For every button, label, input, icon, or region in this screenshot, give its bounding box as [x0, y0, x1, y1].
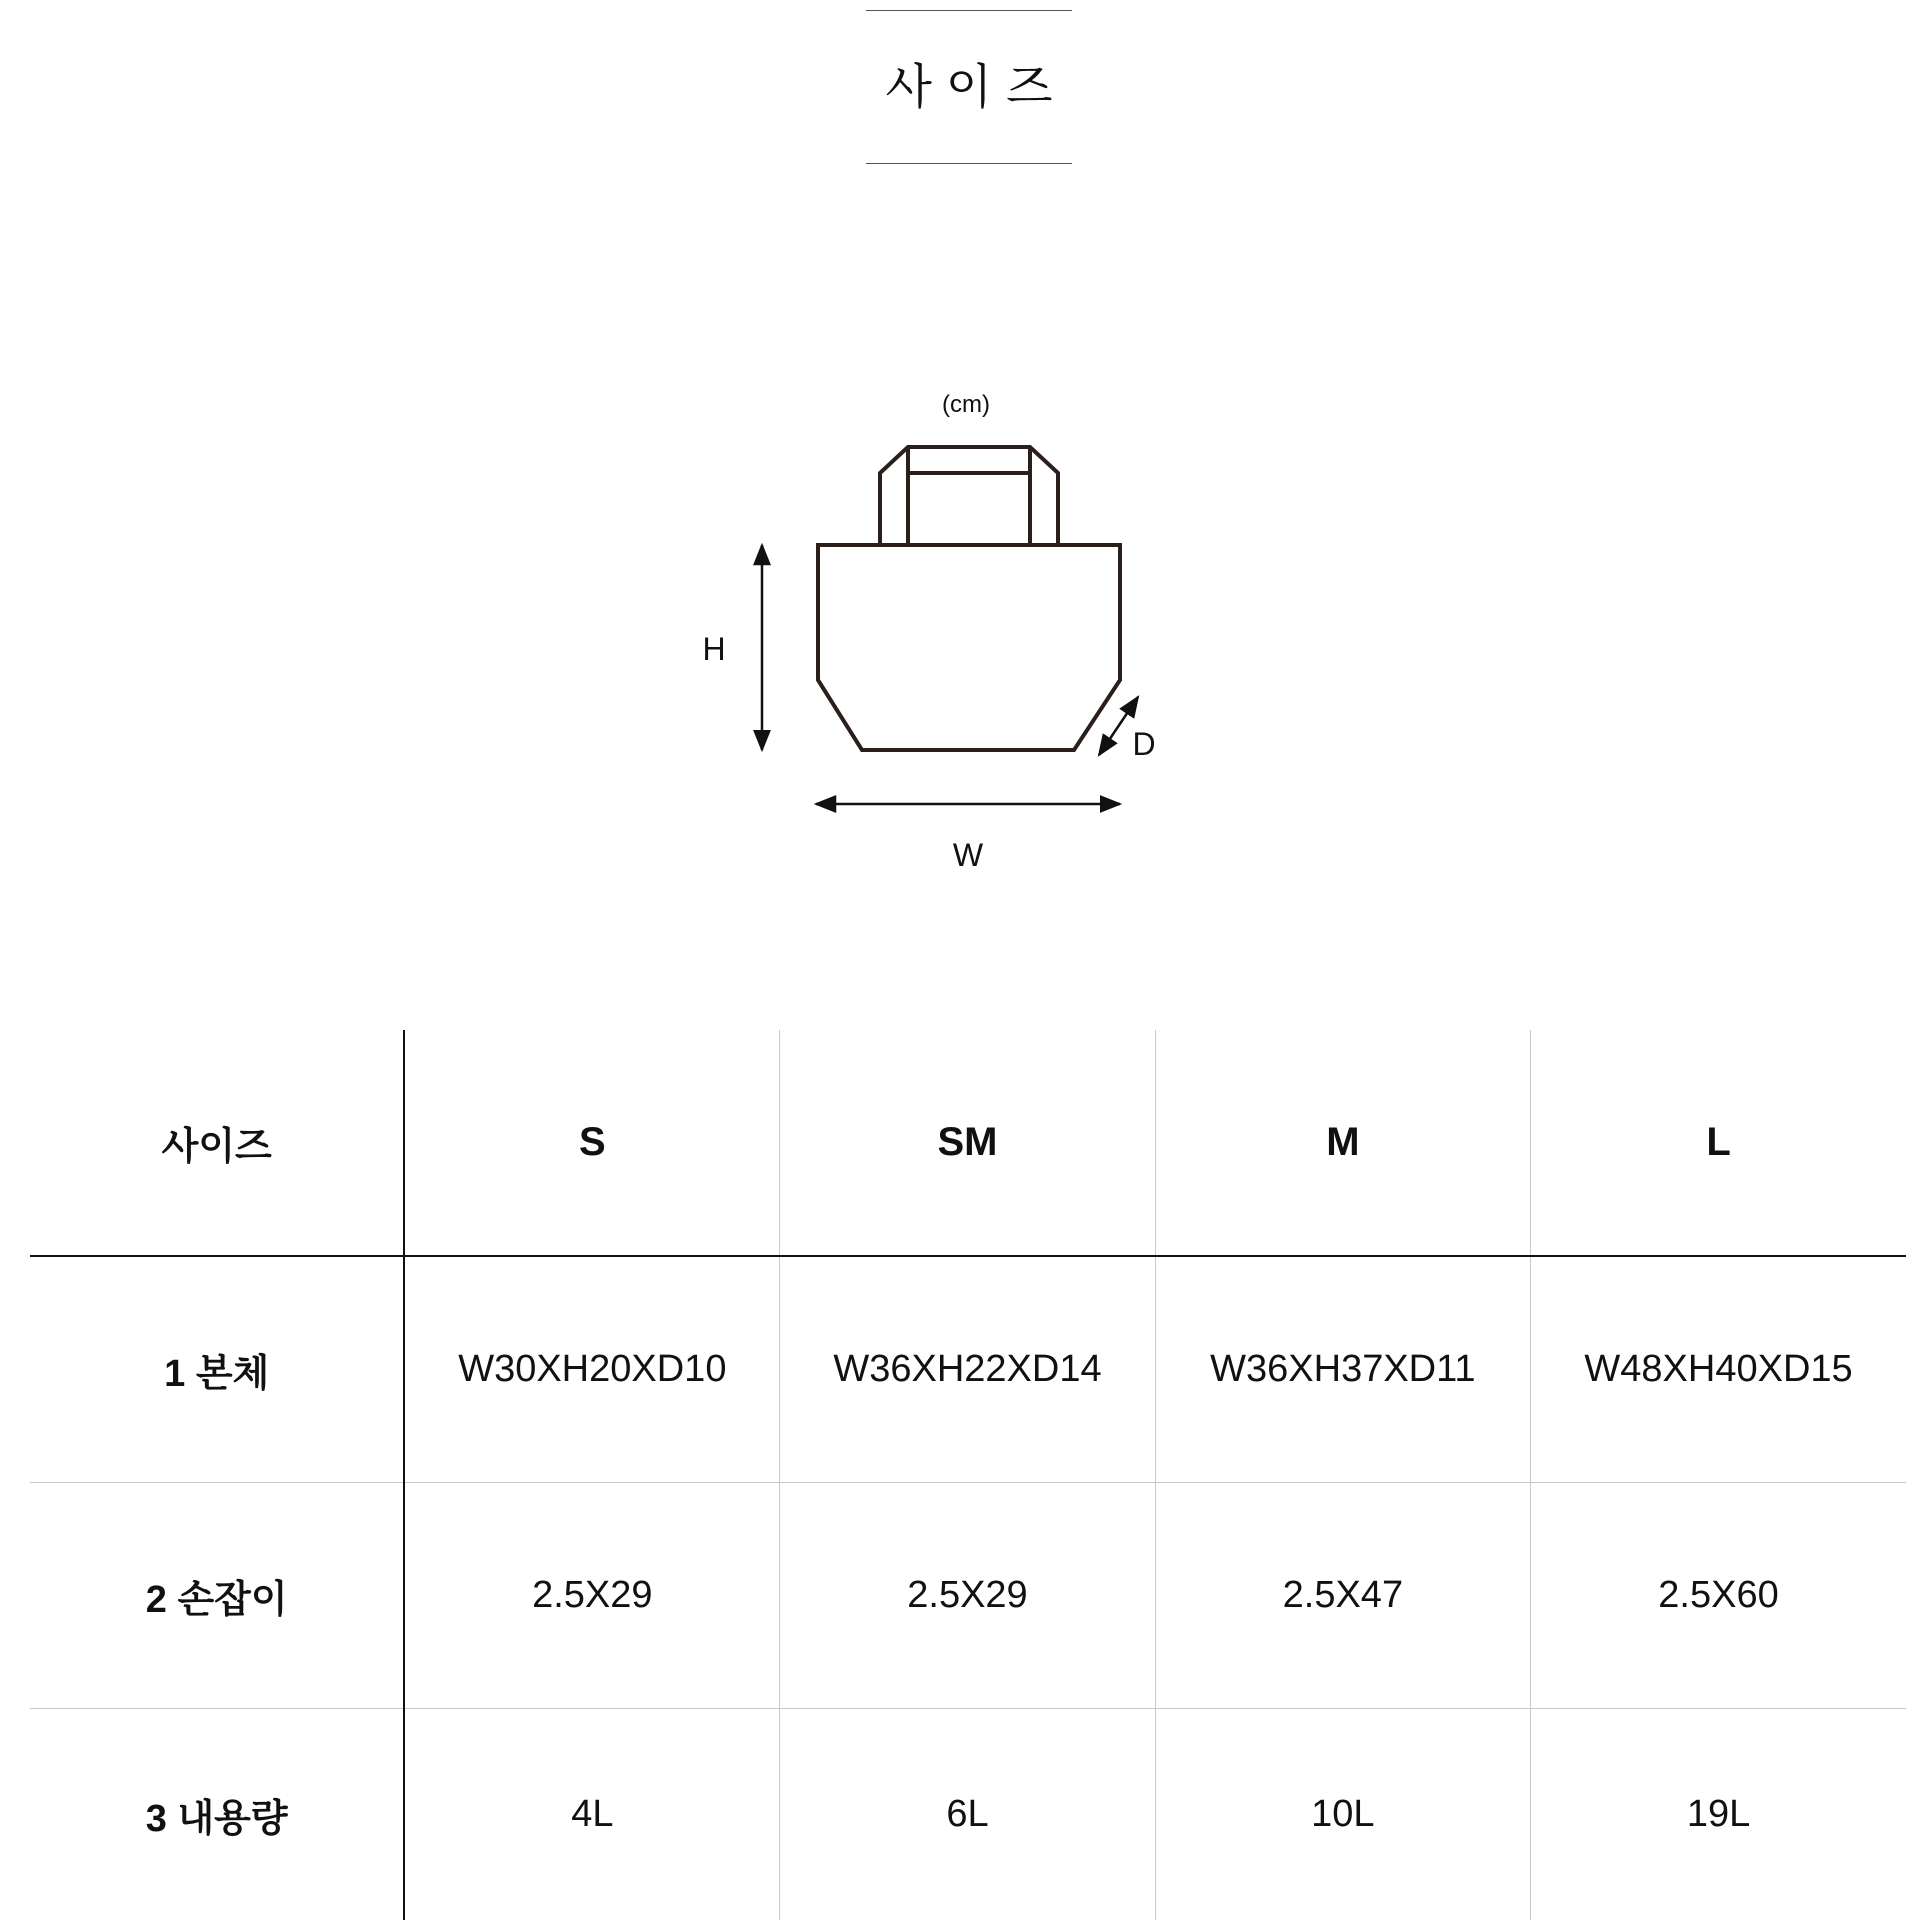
row-label-handle: 2 손잡이 [30, 1482, 404, 1708]
size-header-sm: SM [780, 1030, 1155, 1256]
table-cell: 10L [1155, 1708, 1530, 1920]
height-label: H [702, 631, 726, 667]
unit-label: (cm) [942, 391, 990, 418]
bag-body [818, 545, 1120, 750]
row-label-capacity: 3 내용량 [30, 1708, 404, 1920]
table-cell: 2.5X60 [1531, 1482, 1906, 1708]
table-cell: 4L [404, 1708, 779, 1920]
depth-label: D [1132, 726, 1156, 762]
table-header-label: 사이즈 [30, 1030, 404, 1256]
table-cell: 2.5X47 [1155, 1482, 1530, 1708]
row-label-body: 1 본체 [30, 1256, 404, 1482]
size-header-s: S [404, 1030, 779, 1256]
table-cell: W48XH40XD15 [1531, 1256, 1906, 1482]
bag-diagram [0, 0, 1920, 900]
table-cell: W36XH37XD11 [1155, 1256, 1530, 1482]
table-row [30, 1256, 1906, 1482]
table-cell: 2.5X29 [404, 1482, 779, 1708]
bag-diagram-svg [0, 0, 1920, 900]
page-title: 사이즈 [885, 59, 1067, 115]
size-header-l: L [1531, 1030, 1906, 1256]
bag-handle-inner [908, 447, 1030, 545]
table-row [30, 1708, 1906, 1920]
table-row [30, 1482, 1906, 1708]
table-cell: 19L [1686, 1792, 1751, 1835]
table-cell: 2.5X29 [780, 1482, 1155, 1708]
table-cell: W30XH20XD10 [404, 1256, 779, 1482]
table-header-row [30, 1030, 1906, 1256]
size-table [30, 1030, 1906, 1920]
width-label: W [952, 837, 984, 873]
table-cell: 6L [780, 1708, 1155, 1920]
size-header-m: M [1155, 1030, 1530, 1256]
table-cell: W36XH22XD14 [780, 1256, 1155, 1482]
